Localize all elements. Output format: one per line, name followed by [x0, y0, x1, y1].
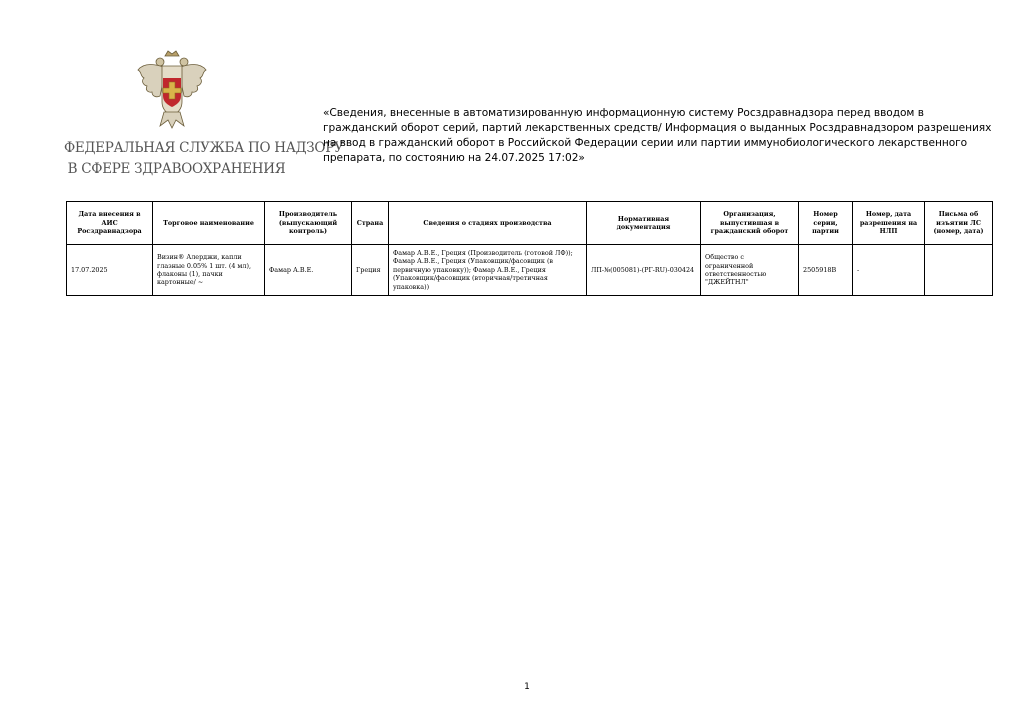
cell-permit: -: [853, 245, 925, 296]
cell-batch-number: 2505918B: [799, 245, 853, 296]
cell-organization: Общество с ограниченной ответственностью "ДЖЕЙТНЛ": [701, 245, 799, 296]
agency-name-line-2: В СФЕРЕ ЗДРАВООХРАНЕНИЯ: [67, 161, 286, 177]
page-number: 1: [524, 682, 530, 692]
cell-normative-doc: ЛП-№(005081)-(РГ-RU)-030424: [587, 245, 701, 296]
col-header-normative-doc: Нормативная документация: [587, 202, 701, 245]
col-header-date: Дата внесения в АИС Росздравнадзора: [67, 202, 153, 245]
cell-date: 17.07.2025: [67, 245, 153, 296]
col-header-withdrawal: Письма об изъятии ЛС (номер, дата): [925, 202, 993, 245]
cell-stages: Фамар А.В.Е., Греция (Производитель (готовой ЛФ)); Фамар А.В.Е., Греция (Упаковщик/фасовщик (в первичную упаковку)); Фамар А.В.Е., Греция (Упаковщик/фасовщик (вторичная/третичная упаковка)): [389, 245, 587, 296]
col-header-manufacturer: Производитель (выпускающий контроль): [265, 202, 352, 245]
cell-trade-name: Визин® Алерджи, капли глазные 0.05% 1 шт. (4 мл), флаконы (1), пачки картонные/ ~: [153, 245, 265, 296]
cell-manufacturer: Фамар А.В.Е.: [265, 245, 352, 296]
col-header-batch-number: Номер серии, партии: [799, 202, 853, 245]
registry-table: [66, 201, 993, 296]
col-header-stages: Сведения о стадиях производства: [389, 202, 587, 245]
intro-text: «Сведения, внесенные в автоматизированную информационную систему Росздравнадзора перед вводом в гражданский оборот серий, партий лекарственных средств/ Информация о выданных Росздравнадзором разрешениях на ввод в гражданский оборот в Российской Федерации серии или партии иммунобиологического лекарственного препарата, по состоянию на 24.07.2025 17:02»: [323, 107, 992, 164]
emblem-logo: [136, 50, 208, 130]
cell-withdrawal: [925, 245, 993, 296]
table-row: [67, 245, 993, 296]
agency-name-line-1: ФЕДЕРАЛЬНАЯ СЛУЖБА ПО НАДЗОРУ: [64, 140, 344, 156]
cell-country: Греция: [352, 245, 389, 296]
col-header-organization: Организация, выпустившая в гражданский оборот: [701, 202, 799, 245]
col-header-permit: Номер, дата разрешения на НЛП: [853, 202, 925, 245]
col-header-trade-name: Торговое наименование: [153, 202, 265, 245]
agency-name: [64, 138, 344, 180]
table-header-row: [67, 202, 993, 245]
col-header-country: Страна: [352, 202, 389, 245]
